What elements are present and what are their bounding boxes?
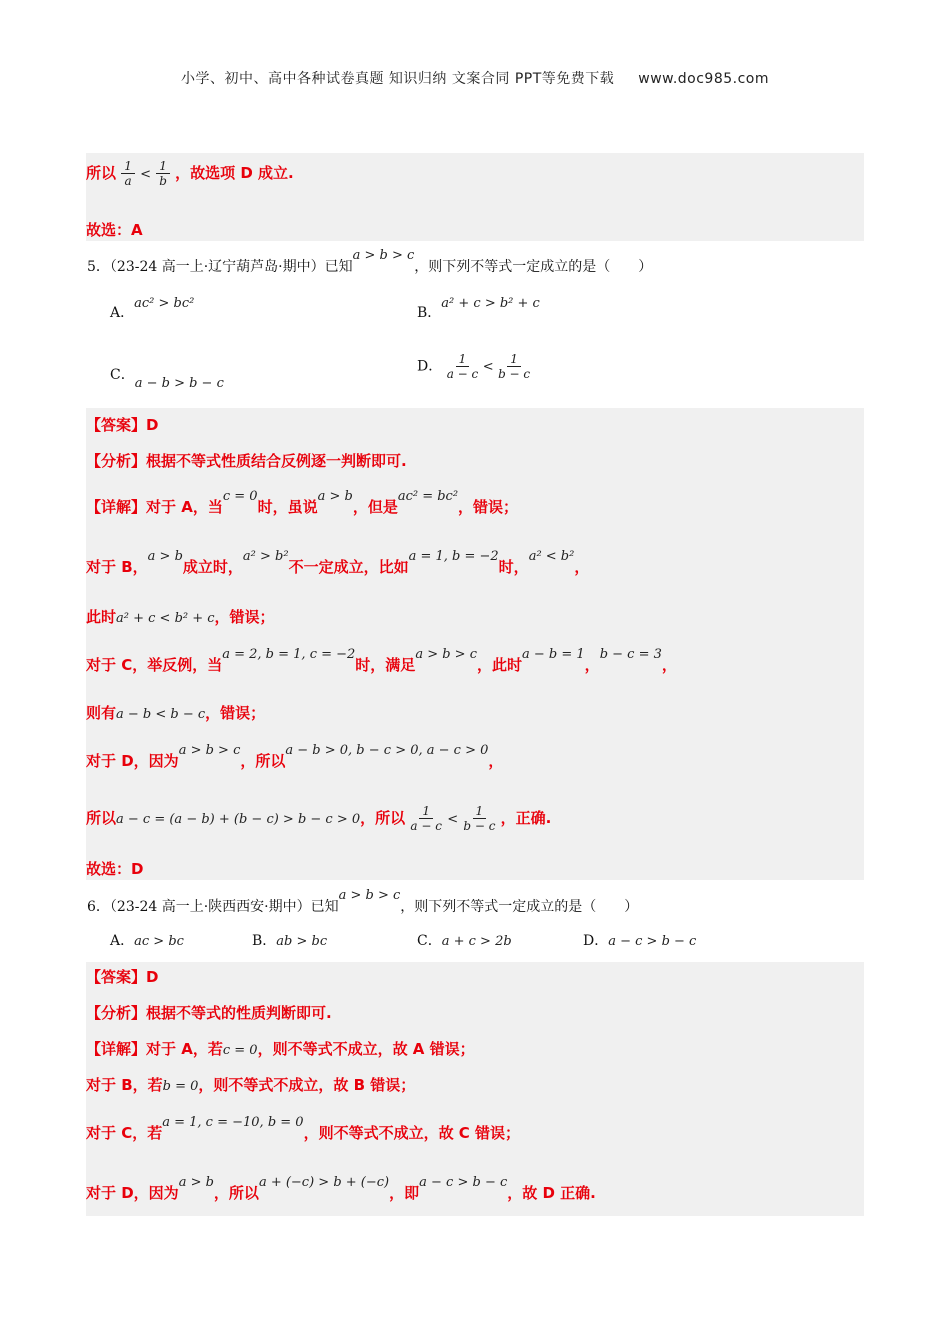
- ans6-detail-c: 对于 C，若a = 1, c = −10, b = 0，则不等式不成立，故 C 错误；: [86, 1115, 521, 1142]
- q5-option-b: B．a² + c > b² + c: [417, 296, 540, 321]
- ans6-detail-a: 【详解】对于 A，若c = 0，则不等式不成立，故 A 错误；: [86, 1040, 475, 1058]
- answer-block-4-tail: [86, 153, 864, 241]
- ans5-analysis: 【分析】根据不等式性质结合反例逐一判断即可.: [86, 452, 407, 470]
- ans5-detail-c2: 则有a − b < b − c，错误；: [86, 704, 266, 722]
- ans6-detail-b: 对于 B，若b = 0，则不等式不成立，故 B 错误；: [86, 1076, 416, 1094]
- q5-option-c: C．a − b > b − c: [110, 367, 224, 391]
- q6-option-a: A．ac > bc: [110, 933, 184, 949]
- ans5-answer: 【答案】D: [86, 416, 159, 434]
- ans5-choice: 故选：D: [86, 860, 144, 878]
- answer-block-6: [86, 962, 864, 1216]
- fraction-1-over-b-minus-c: $\frac{1}{b - c}$: [498, 352, 531, 381]
- ans6-analysis: 【分析】根据不等式的性质判断即可.: [86, 1004, 332, 1022]
- q6-option-c: C．a + c > 2b: [417, 933, 512, 949]
- fraction-1-over-a: $\frac{1}{a}$: [121, 159, 135, 188]
- question-5-stem: 5．（23-24 高一上·辽宁葫芦岛·期中）已知a > b > c，则下列不等式一定成立的是（ ）: [87, 248, 653, 275]
- ans5-detail-a: 【详解】对于 A，当c = 0时，虽说a > b，但是ac² = bc²，错误；: [86, 489, 519, 516]
- q6-option-d: D．a − c > b − c: [583, 933, 697, 949]
- header-text: 小学、初中、高中各种试卷真题 知识归纳 文案合同 PPT等免费下载: [180, 71, 615, 87]
- q5-option-d: D． $\frac{1}{a - c}$ < $\frac{1}{b - c}$: [417, 352, 531, 381]
- fraction-1-over-b: $\frac{1}{b}$: [156, 159, 170, 188]
- question-6-stem: 6．（23-24 高一上·陕西西安·期中）已知a > b > c，则下列不等式一定成立的是（ ）: [87, 888, 639, 915]
- fraction-1-over-b-minus-c: $\frac{1}{b - c}$: [463, 804, 496, 833]
- fraction-1-over-a-minus-c: $\frac{1}{a - c}$: [446, 352, 479, 381]
- header-site-link[interactable]: www.doc985.com: [638, 71, 770, 87]
- ans6-answer: 【答案】D: [86, 968, 159, 986]
- block1-choice: 故选：A: [86, 221, 143, 239]
- ans5-detail-d: 对于 D，因为a > b > c，所以a − b > 0, b − c > 0, a − c > 0，: [86, 743, 504, 770]
- ans5-detail-b: 对于 B，a > b成立时，a² > b²不一定成立，比如a = 1, b = −2时，a² < b²，: [86, 549, 590, 576]
- ans6-detail-d: 对于 D，因为a > b，所以a + (−c) > b + (−c)，即a − c > b − c，故 D 正确.: [86, 1175, 596, 1202]
- q5-option-a: A．ac² > bc²: [110, 296, 195, 321]
- ans5-detail-d2: 所以a − c = (a − b) + (b − c) > b − c > 0，所以 $\frac{1}{a - c}$ < $\frac{1}{b - c}$ ，正确.: [86, 804, 552, 833]
- answer-block-5: [86, 408, 864, 880]
- fraction-1-over-a-minus-c: $\frac{1}{a - c}$: [410, 804, 442, 833]
- page-header: [0, 68, 950, 88]
- q6-option-b: B．ab > bc: [252, 933, 328, 949]
- block1-line1: 所以 $\frac{1}{a}$ < $\frac{1}{b}$ ，故选项 D 成立.: [86, 159, 294, 188]
- ans5-detail-b2: 此时a² + c < b² + c，错误；: [86, 608, 275, 626]
- ans5-detail-c: 对于 C，举反例，当a = 2, b = 1, c = −2时，满足a > b > c，此时a − b = 1，b − c = 3，: [86, 647, 677, 674]
